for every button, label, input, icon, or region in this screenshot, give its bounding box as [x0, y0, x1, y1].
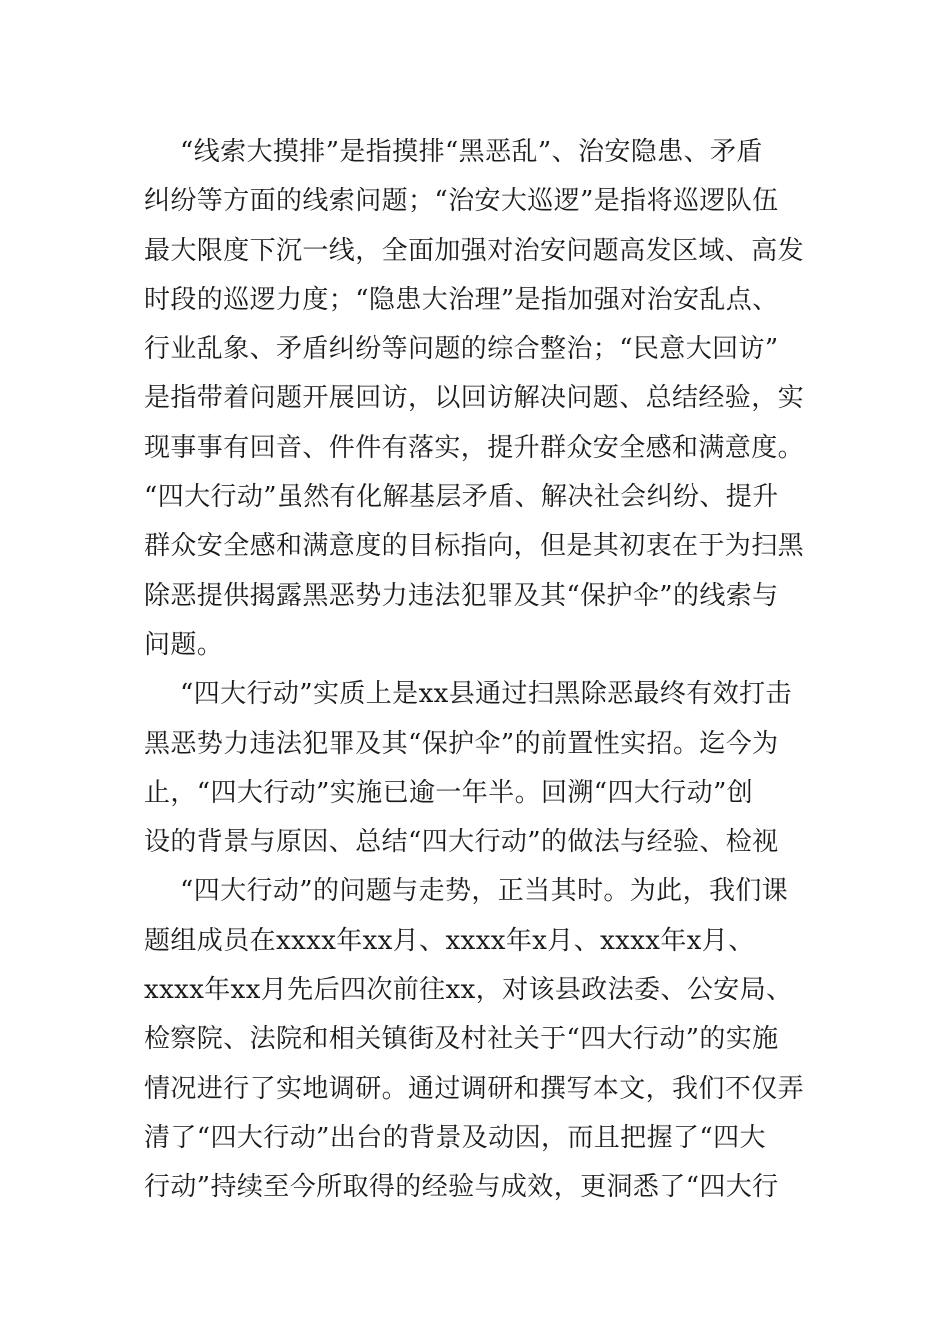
text-line: 最大限度下沉一线，全面加强对治安问题高发区域、高发 [144, 235, 805, 266]
text-line: 情况进行了实地调研。通过调研和撰写本文，我们不仅弄 [144, 1073, 805, 1104]
text-line: 检察院、法院和相关镇街及村社关于“四大行动”的实施 [144, 1024, 779, 1055]
text-line: “四大行动”虽然有化解基层矛盾、解决社会纠纷、提升 [144, 482, 779, 513]
text-line: 群众安全感和满意度的目标指向，但是其初衷在于为扫黑 [144, 531, 805, 562]
text-line: 题组成员在xxxx年xx月、xxxx年x月、xxxx年x月、 [144, 925, 755, 956]
text-line: 黑恶势力违法犯罪及其“保护伞”的前置性实招。迄今为 [144, 728, 779, 759]
text-line: 问题。 [144, 629, 224, 660]
text-line: 纠纷等方面的线索问题；“治安大巡逻”是指将巡逻队伍 [144, 186, 779, 217]
text-line: 清了“四大行动”出台的背景及动因，而且把握了“四大 [144, 1122, 766, 1153]
text-line: 现事事有回音、件件有落实，提升群众安全感和满意度。 [144, 432, 805, 463]
body-text [144, 128, 814, 1213]
text-line: 是指带着问题开展回访，以回访解决问题、总结经验，实 [144, 383, 805, 414]
text-line: 除恶提供揭露黑恶势力违法犯罪及其“保护伞”的线索与 [144, 580, 779, 611]
text-line: xxxx年xx月先后四次前往xx，对该县政法委、公安局、 [144, 975, 793, 1006]
text-line: “四大行动”的问题与走势，正当其时。为此，我们课 [180, 876, 789, 907]
text-line: 行业乱象、矛盾纠纷等问题的综合整治；“民意大回访” [144, 334, 779, 365]
text-line: 止，“四大行动”实施已逾一年半。回溯“四大行动”创 [144, 777, 754, 808]
text-line: “四大行动”实质上是xx县通过扫黑除恶最终有效打击 [180, 679, 792, 710]
text-line: 时段的巡逻力度；“隐患大治理”是指加强对治安乱点、 [144, 284, 779, 315]
text-line: 设的背景与原因、总结“四大行动”的做法与经验、检视 [144, 827, 779, 858]
text-line: “线索大摸排”是指摸排“黑恶乱”、治安隐患、矛盾 [180, 137, 763, 167]
text-line: 行动”持续至今所取得的经验与成效，更洞悉了“四大行 [144, 1172, 779, 1203]
